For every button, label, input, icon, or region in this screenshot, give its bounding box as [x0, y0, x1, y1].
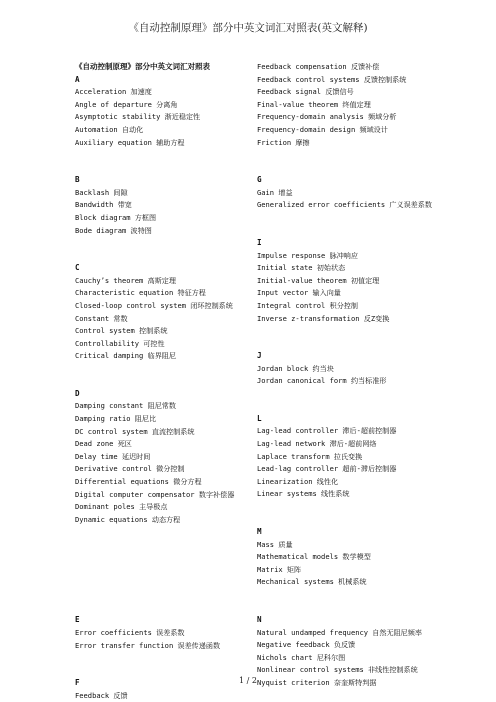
section-d: [75, 388, 271, 527]
glossary-entry: Characteristic equation 特征方程: [75, 288, 206, 298]
glossary-entry: Dead zone 死区: [75, 439, 132, 449]
glossary-entry: Backlash 间隙: [75, 187, 128, 197]
glossary-entry: Linear systems 线性系统: [257, 489, 350, 499]
glossary-entry: Initial-value theorem 初值定理: [257, 275, 380, 285]
section-letter: D: [75, 388, 80, 398]
section-letter: M: [257, 527, 262, 537]
glossary-entry: Lead-lag controller 超前-滞后控制器: [257, 464, 397, 474]
glossary-entry: Acceleration 加速度: [75, 87, 152, 97]
glossary-entry: Input vector 输入向量: [257, 288, 341, 298]
glossary-entry: Natural undamped frequency 自然无阻尼频率: [257, 627, 422, 637]
glossary-entry: Lag-lead network 滞后-超前网络: [257, 439, 377, 449]
glossary-entry: Damping constant 阻尼常数: [75, 401, 176, 411]
glossary-entry: Digital computer compensator 数字补偿器: [75, 489, 235, 499]
glossary-entry: Controllability 可控性: [75, 338, 165, 348]
glossary-entry: Bandwidth 带宽: [75, 200, 132, 210]
glossary-entry: Dominant poles 主导极点: [75, 502, 168, 512]
glossary-entry: Error coefficients 误差系数: [75, 628, 185, 637]
section-letter: G: [257, 175, 262, 185]
glossary-entry: Error transfer function 误差传递函数: [75, 640, 221, 650]
glossary-entry: Damping ratio 阻尼比: [75, 414, 157, 424]
section-letter: B: [75, 175, 80, 185]
section-letter: N: [257, 615, 262, 624]
glossary-entry: Derivative control 微分控制: [75, 464, 185, 474]
glossary-entry: Integral control 积分控制: [257, 300, 358, 310]
section-letter: E: [75, 615, 80, 625]
left-column: [75, 61, 271, 702]
glossary-entry: Negative feedback 负反馈: [257, 640, 356, 650]
glossary-entry: Laplace transform 拉氏变换: [257, 451, 363, 461]
glossary-entry: Gain 增益: [257, 187, 293, 197]
section-j: [257, 350, 453, 388]
glossary-entry: DC control system 直流控制系统: [75, 426, 195, 436]
glossary-entry: Matrix 矩阵: [257, 564, 302, 574]
section-i: [257, 237, 453, 325]
glossary-entry: Block diagram 方框图: [75, 212, 157, 222]
glossary-entry: Automation 自动化: [75, 124, 144, 134]
glossary-entry: Feedback 反馈: [75, 690, 128, 700]
glossary-entry: Impulse response 脉冲响应: [257, 250, 358, 260]
glossary-entry: Final-value theorem 终值定理: [257, 99, 371, 109]
glossary-entry: Asymptotic stability 渐近稳定性: [75, 112, 201, 122]
glossary-entry: Lag-lead controller 滞后-超前控制器: [257, 426, 397, 436]
glossary-entry: Cauchy’s theorem 高斯定理: [75, 275, 176, 285]
section-f-continued: [257, 61, 453, 149]
glossary-entry: Generalized error coefficients 广义误差系数: [257, 200, 432, 210]
glossary-entry: Dynamic equations 动态方程: [75, 514, 181, 524]
glossary-entry: Frequency-domain design 频域设计: [257, 124, 388, 134]
page-number: 1 / 2: [239, 676, 257, 685]
page-header: 《自动控制原理》部分中英文词汇对照表(英文解释): [128, 22, 368, 34]
glossary-entry: Feedback signal 反馈信号: [257, 87, 354, 97]
glossary-entry: Feedback compensation 反馈补偿: [257, 62, 380, 71]
section-l: [257, 413, 453, 501]
glossary-entry: Differential equations 微分方程: [75, 477, 202, 487]
section-c: [75, 262, 271, 363]
section-m: [257, 526, 453, 589]
section-b: [75, 174, 271, 237]
glossary-entry: Control system 控制系统: [75, 326, 168, 336]
section-letter: J: [257, 351, 262, 361]
glossary-entry: Frequency-domain analysis 频域分析: [257, 112, 397, 122]
section-letter: L: [257, 413, 262, 423]
glossary-entry: Mathematical models 数学模型: [257, 552, 371, 562]
glossary-entry: Delay time 延迟时间: [75, 451, 151, 461]
glossary-entry: Inverse z-transformation 反Z变换: [257, 313, 390, 323]
section-letter: F: [75, 678, 80, 688]
glossary-entry: Nichols chart 尼科尔图: [257, 652, 346, 662]
glossary-entry: Feedback control systems 反馈控制系统: [257, 74, 407, 84]
section-letter: I: [257, 237, 262, 247]
section-e: [75, 614, 271, 652]
section-a: [75, 74, 271, 150]
section-letter: A: [75, 74, 80, 84]
glossary-entry: Mechanical systems 机械系统: [257, 577, 367, 587]
glossary-entry: Mass 质量: [257, 539, 293, 549]
right-column: [257, 61, 453, 690]
glossary-entry: Constant 常数: [75, 313, 128, 323]
glossary-entry: Angle of departure 分离角: [75, 99, 178, 109]
section-g: [257, 174, 453, 212]
glossary-entry: Jordan canonical form 约当标准形: [257, 376, 387, 386]
section-letter: C: [75, 263, 80, 273]
glossary-entry: Bode diagram 波特图: [75, 225, 152, 235]
glossary-entry: Linearization 线性化: [257, 476, 339, 486]
glossary-entry: Initial state 初始状态: [257, 263, 346, 273]
document-title: 《自动控制原理》部分中英文词汇对照表: [75, 62, 210, 71]
glossary-entry: Nyquist criterion 奈奎斯特判据: [257, 677, 377, 687]
glossary-entry: Closed-loop control system 闭环控制系统: [75, 300, 233, 310]
glossary-entry: Auxiliary equation 辅助方程: [75, 137, 185, 147]
glossary-entry: Critical damping 临界阻尼: [75, 351, 176, 361]
glossary-entry: Jordan block 约当块: [257, 363, 334, 373]
glossary-entry: Friction 摩擦: [257, 137, 310, 147]
glossary-entry: Nonlinear control systems 非线性控制系统: [257, 665, 418, 675]
